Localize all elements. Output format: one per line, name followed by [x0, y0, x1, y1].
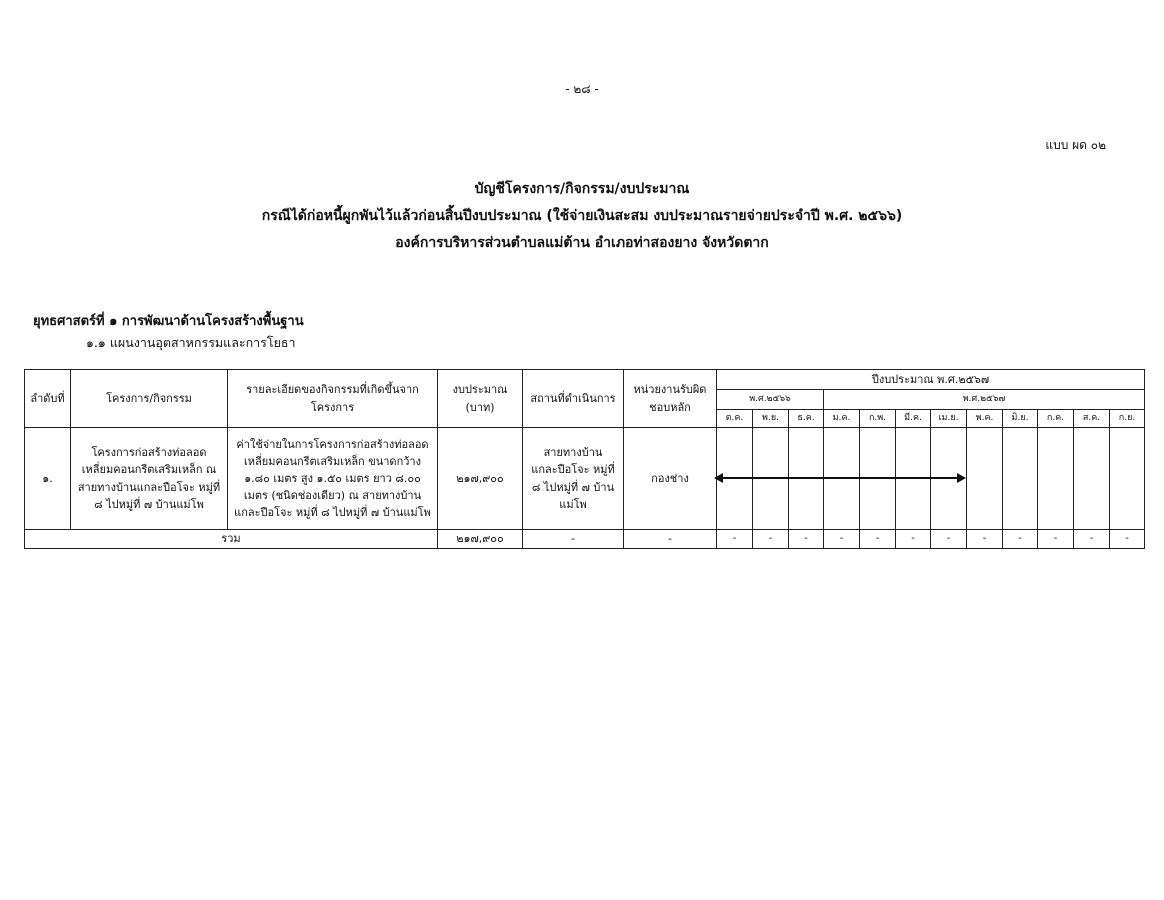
total-location: - — [523, 530, 624, 549]
plan-heading: ๑.๑ แผนงานอุตสาหกรรมและการโยธา — [86, 335, 296, 350]
month-cell — [931, 428, 967, 530]
strategy-heading: ยุทธศาสตร์ที่ ๑ การพัฒนาด้านโครงสร้างพื้นฐาน — [33, 314, 304, 329]
header-project: โครงการ/กิจกรรม — [71, 370, 228, 428]
row-location: สายทางบ้านแกละปือโจะ หมู่ที่ ๘ ไปหมู่ที่ ๗ บ้านแม่โพ — [523, 428, 624, 530]
header-month: มิ.ย. — [1003, 410, 1038, 428]
month-cell — [860, 428, 896, 530]
header-month: ธ.ค. — [789, 410, 824, 428]
header-fiscal-year: ปีงบประมาณ พ.ศ.๒๕๖๗ — [717, 370, 1145, 390]
header-month: ก.ค. — [1038, 410, 1074, 428]
form-code: แบบ ผด ๐๒ — [1045, 138, 1106, 152]
total-budget: ๒๑๗,๙๐๐ — [438, 530, 523, 549]
page-number: - ๒๘ - — [565, 82, 599, 96]
month-cell — [717, 428, 753, 530]
total-month: - — [717, 530, 753, 549]
total-month: - — [824, 530, 860, 549]
total-month: - — [896, 530, 931, 549]
month-cell — [1110, 428, 1145, 530]
header-year-2566: พ.ศ.๒๕๖๖ — [717, 390, 824, 410]
header-month: ส.ค. — [1074, 410, 1110, 428]
header-month: ก.พ. — [860, 410, 896, 428]
document-subtitle: กรณีได้ก่อหนี้ผูกพันไว้แล้วก่อนสิ้นปีงบประมาณ (ใช้จ่ายเงินสะสม งบประมาณรายจ่ายประจำปี พ.ศ. ๒๕๖๖) — [261, 208, 903, 224]
month-cell — [1038, 428, 1074, 530]
month-cell — [824, 428, 860, 530]
total-month: - — [1110, 530, 1145, 549]
total-row — [25, 530, 1145, 549]
total-month: - — [967, 530, 1003, 549]
total-month: - — [931, 530, 967, 549]
table-row — [25, 428, 1145, 530]
row-details: ค่าใช้จ่ายในการโครงการก่อสร้างท่อลอดเหลี่ยมคอนกรีตเสริมเหล็ก ขนาดกว้าง ๑.๘๐ เมตร สูง ๑.๕๐ เมตร ยาว ๘.๐๐ เมตร (ชนิดช่องเดียว) ณ สายทางบ้านแกละปือโจะ หมู่ที่ ๘ ไปหมู่ที่ ๗ บ้านแม่โพ — [228, 428, 438, 530]
header-agency: หน่วยงานรับผิดชอบหลัก — [624, 370, 717, 428]
header-month: ม.ค. — [824, 410, 860, 428]
total-agency: - — [624, 530, 717, 549]
header-month: เม.ย. — [931, 410, 967, 428]
header-month: มี.ค. — [896, 410, 931, 428]
total-month: - — [789, 530, 824, 549]
header-year-2567: พ.ศ.๒๕๖๗ — [824, 390, 1145, 410]
month-cell — [789, 428, 824, 530]
month-cell — [967, 428, 1003, 530]
document-title: บัญชีโครงการ/กิจกรรม/งบประมาณ — [474, 181, 690, 197]
total-month: - — [1003, 530, 1038, 549]
total-month: - — [860, 530, 896, 549]
organization-name: องค์การบริหารส่วนตำบลแม่ต้าน อำเภอท่าสองยาง จังหวัดตาก — [395, 235, 769, 251]
month-cell — [753, 428, 789, 530]
header-month: พ.ค. — [967, 410, 1003, 428]
header-location: สถานที่ดำเนินการ — [523, 370, 624, 428]
month-cell — [1003, 428, 1038, 530]
month-cell — [1074, 428, 1110, 530]
budget-table — [24, 369, 1145, 549]
row-project: โครงการก่อสร้างท่อลอดเหลี่ยมคอนกรีตเสริมเหล็ก ณ สายทางบ้านแกละปือโจะ หมู่ที่ ๘ ไปหมู่ที่ ๗ บ้านแม่โพ — [71, 428, 228, 530]
total-month: - — [753, 530, 789, 549]
row-budget: ๒๑๗,๙๐๐ — [438, 428, 523, 530]
header-month: พ.ย. — [753, 410, 789, 428]
month-cell — [896, 428, 931, 530]
row-seq: ๑. — [25, 428, 71, 530]
total-month: - — [1038, 530, 1074, 549]
header-details: รายละเอียดของกิจกรรมที่เกิดขึ้นจากโครงการ — [228, 370, 438, 428]
header-budget: งบประมาณ (บาท) — [438, 370, 523, 428]
total-month: - — [1074, 530, 1110, 549]
row-agency: กองช่าง — [624, 428, 717, 530]
header-month: ต.ค. — [717, 410, 753, 428]
header-month: ก.ย. — [1110, 410, 1145, 428]
header-seq: ลำดับที่ — [25, 370, 71, 428]
total-label: รวม — [25, 530, 438, 549]
